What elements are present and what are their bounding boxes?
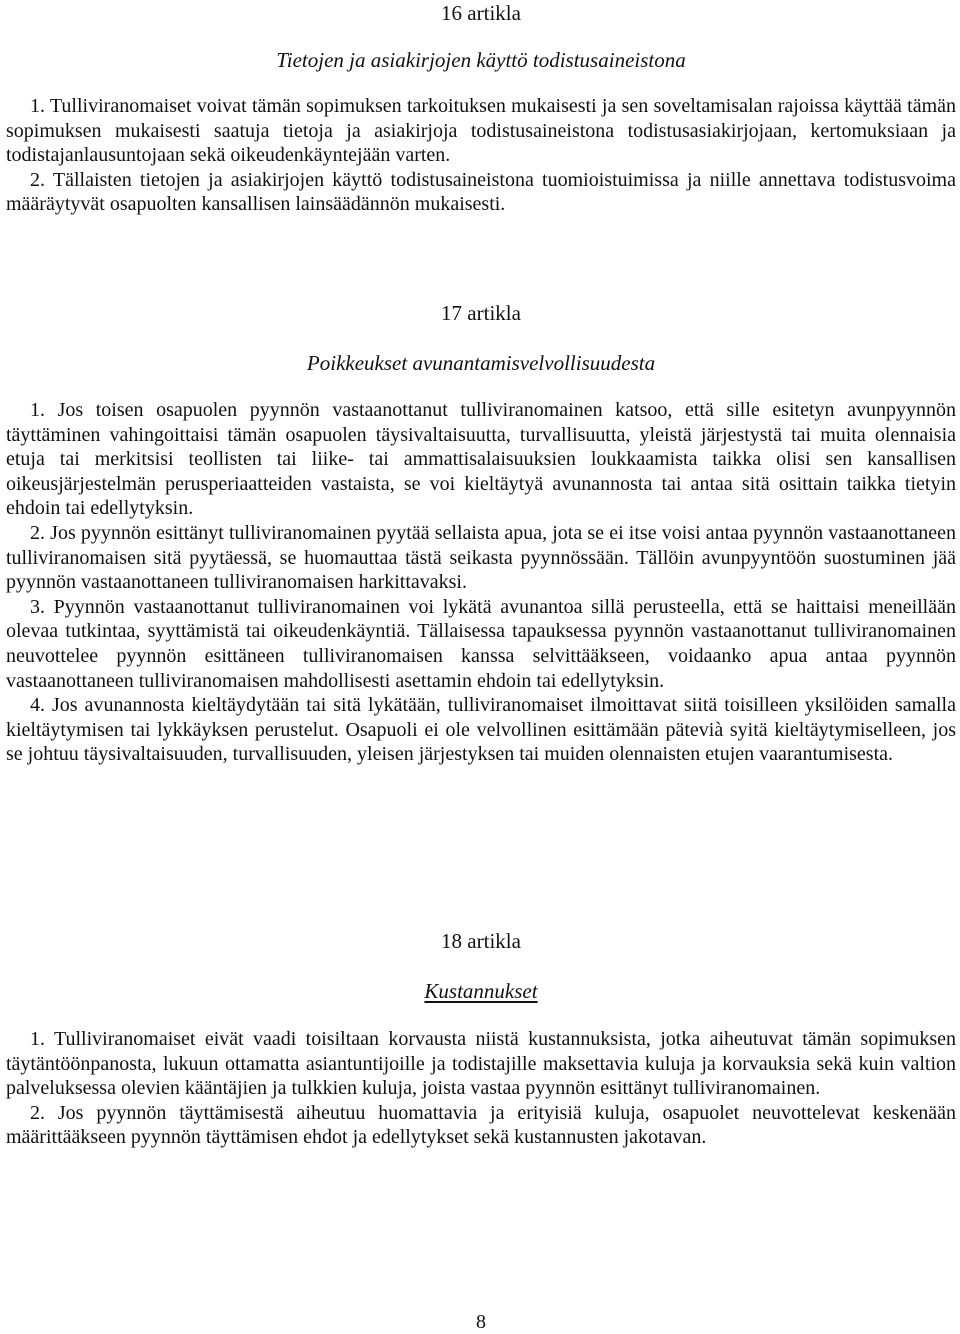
- article-18-paragraph-2: 2. Jos pyynnön täyttämisestä aiheutuu huomattavia ja erityisiä kuluja, osapuolet neuvottelevat keskenään määrittääkseen pyynnön täyttämisen ehdot ja edellytykset sekä kustannusten jakotavan.: [6, 1101, 956, 1149]
- article-16-paragraph-2: 2. Tällaisten tietojen ja asiakirjojen käyttö todistusaineistona tuomioistuimissa ja niille annettava todistusvoima määräytyvät osapuolten kansallisen lainsäädännön mukaisesti.: [6, 168, 956, 216]
- article-18-subheading: [6, 978, 956, 1004]
- article-16-subheading: Tietojen ja asiakirjojen käyttö todistusaineistona: [276, 48, 686, 72]
- article-16-body: [6, 94, 956, 217]
- article-16-heading: 16 artikla: [441, 1, 521, 25]
- article-17-paragraph-4: 4. Jos avunannosta kieltäydytään tai sitä lykätään, tulliviranomaiset ilmoittavat siitä toisilleen yksilöiden samalla kieltäytymisen tai lykkäyksen perustelut. Osapuoli ei ole velvollinen esittämään pätevià syitä kieltäytymiselleen, jos se johtuu täysivaltaisuuden, turvallisuuden, yleisen järjestyksen tai muiden olennaisten etujen vaarantumisesta.: [6, 694, 956, 766]
- article-18-body: [6, 1027, 956, 1150]
- article-17-heading: 17 artikla: [441, 301, 521, 325]
- article-17-paragraph-3: 3. Pyynnön vastaanottanut tulliviranomainen voi lykätä avunantoa sillä perusteella, että se haittaisi meneillään olevaa tutkintaa, syyttämistä tai oikeudenkäyntiä. Tällaisessa tapauksessa pyynnön vastaanottanut tulliviranomainen neuvottelee pyynnön esittäneen tulliviranomaisen kanssa selvittääkseen, voidaanko apua antaa pyynnön vastaanottaneen tulliviranomaisen mahdollisesti asettamin ehdoin tai edellytyksin.: [6, 595, 956, 692]
- article-17-paragraph-2: 2. Jos pyynnön esittänyt tulliviranomainen pyytää sellaista apua, jota se ei itse voisi antaa pyynnön vastaanottaneen tulliviranomaisen sitä pyytäessä, se huomauttaa tästä seikasta pyynnössään. Tällöin avunpyyntöön suostuminen jää pyynnön vastaanottaneen tulliviranomaisen harkittavaksi.: [6, 521, 956, 594]
- article-17-subheading: Poikkeukset avunantamisvelvollisuudesta: [306, 351, 656, 375]
- article-16-paragraph-1: 1. Tulliviranomaiset voivat tämän sopimuksen tarkoituksen mukaisesti ja sen soveltamisalan rajoissa käyttää tämän sopimuksen mukaisesti saatuja tietoja ja asiakirjoja todistusaineistona todistusasiakirjojaan, kertomuksiaan ja todistajanlausuntojaan sekä oikeudenkäyntejään varten.: [6, 95, 956, 167]
- article-17-body: [6, 398, 956, 767]
- article-17-paragraph-1: 1. Jos toisen osapuolen pyynnön vastaanottanut tulliviranomainen katsoo, että sille esitetyn avunpyynnön täyttäminen vahingoittaisi tämän osapuolen täysivaltaisuutta, turvallisuutta, yleistä järjestystä tai muita olennaisia etuja tai merkitsisi teollisten tai liike- tai ammattisalaisuuksien loukkaamista taikka olisi sen kansallisen oikeusjärjestelmän perusperiaatteiden vastaista, se voi kieltäytyä avunannosta tai antaa sitä osittain taikka tietyin ehdoin tai edellytyksin.: [6, 399, 956, 520]
- page-number: 8: [476, 1311, 486, 1333]
- article-18-subheading-text: Kustannukset: [424, 979, 538, 1003]
- article-18-paragraph-1: 1. Tulliviranomaiset eivät vaadi toisiltaan korvausta niistä kustannuksista, jotka aiheutuvat tämän sopimuksen täytäntöönpanosta, lukuun ottamatta asiantuntijoille ja todistajille maksettavia kuluja ja korvauksia sekä kuin valtion palveluksessa olevien kääntäjien ja tulkkien kuluja, joista vastaa pyynnön esittänyt tulliviranomainen.: [6, 1028, 956, 1100]
- article-18-heading: 18 artikla: [441, 929, 521, 953]
- document-page: [6, 0, 956, 1333]
